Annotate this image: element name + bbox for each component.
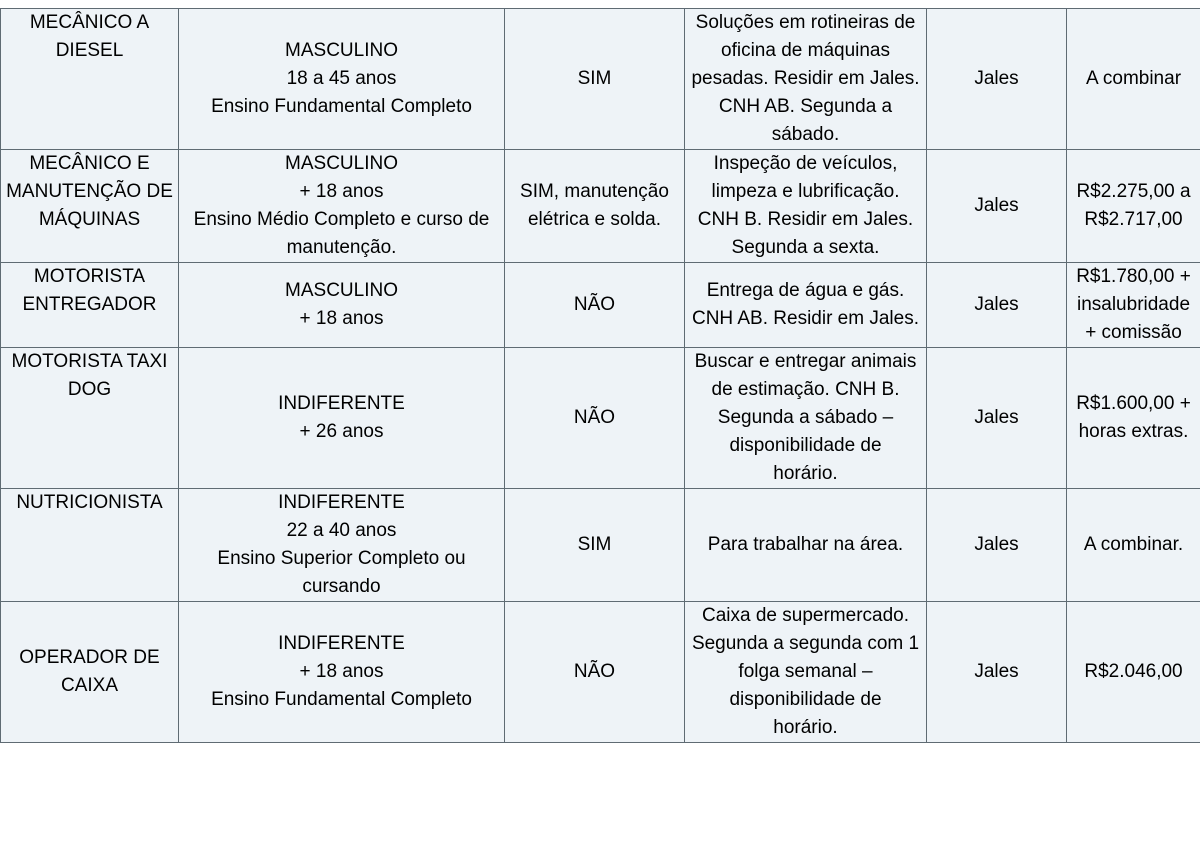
job-listing-table	[0, 8, 1200, 743]
profile-cell: MASCULINO + 18 anos	[179, 263, 505, 348]
description-cell: Inspeção de veículos, limpeza e lubrificação. CNH B. Residir em Jales. Segunda a sexta.	[685, 150, 927, 263]
salary-cell: A combinar	[1067, 9, 1200, 150]
job-title-cell: MECÂNICO E MANUTENÇÃO DE MÁQUINAS	[1, 150, 179, 263]
city-cell: Jales	[927, 348, 1067, 489]
profile-cell: MASCULINO 18 a 45 anos Ensino Fundamental Completo	[179, 9, 505, 150]
job-title-cell: MOTORISTA TAXI DOG	[1, 348, 179, 489]
salary-cell: R$1.600,00 + horas extras.	[1067, 348, 1200, 489]
table-row	[1, 9, 1200, 150]
profile-cell: INDIFERENTE + 26 anos	[179, 348, 505, 489]
experience-cell: SIM	[505, 9, 685, 150]
job-title-cell: OPERADOR DE CAIXA	[1, 602, 179, 743]
table-row	[1, 348, 1200, 489]
experience-cell: NÃO	[505, 602, 685, 743]
description-cell: Entrega de água e gás. CNH AB. Residir em Jales.	[685, 263, 927, 348]
description-cell: Caixa de supermercado. Segunda a segunda com 1 folga semanal – disponibilidade de horário.	[685, 602, 927, 743]
experience-cell: SIM	[505, 489, 685, 602]
salary-cell: R$1.780,00 + insalubridade + comissão	[1067, 263, 1200, 348]
table-row	[1, 602, 1200, 743]
city-cell: Jales	[927, 489, 1067, 602]
table-row	[1, 263, 1200, 348]
city-cell: Jales	[927, 9, 1067, 150]
salary-cell: R$2.275,00 a R$2.717,00	[1067, 150, 1200, 263]
table-row	[1, 489, 1200, 602]
experience-cell: SIM, manutenção elétrica e solda.	[505, 150, 685, 263]
job-title-cell: MOTORISTA ENTREGADOR	[1, 263, 179, 348]
job-title-cell: NUTRICIONISTA	[1, 489, 179, 602]
profile-cell: INDIFERENTE 22 a 40 anos Ensino Superior Completo ou cursando	[179, 489, 505, 602]
profile-cell: MASCULINO + 18 anos Ensino Médio Completo e curso de manutenção.	[179, 150, 505, 263]
job-title-cell: MECÂNICO A DIESEL	[1, 9, 179, 150]
salary-cell: A combinar.	[1067, 489, 1200, 602]
job-listing-sheet	[0, 8, 1200, 743]
table-row	[1, 150, 1200, 263]
city-cell: Jales	[927, 263, 1067, 348]
description-cell: Para trabalhar na área.	[685, 489, 927, 602]
city-cell: Jales	[927, 602, 1067, 743]
description-cell: Buscar e entregar animais de estimação. CNH B. Segunda a sábado – disponibilidade de horário.	[685, 348, 927, 489]
profile-cell: INDIFERENTE + 18 anos Ensino Fundamental Completo	[179, 602, 505, 743]
experience-cell: NÃO	[505, 263, 685, 348]
description-cell: Soluções em rotineiras de oficina de máquinas pesadas. Residir em Jales. CNH AB. Segunda a sábado.	[685, 9, 927, 150]
experience-cell: NÃO	[505, 348, 685, 489]
salary-cell: R$2.046,00	[1067, 602, 1200, 743]
city-cell: Jales	[927, 150, 1067, 263]
